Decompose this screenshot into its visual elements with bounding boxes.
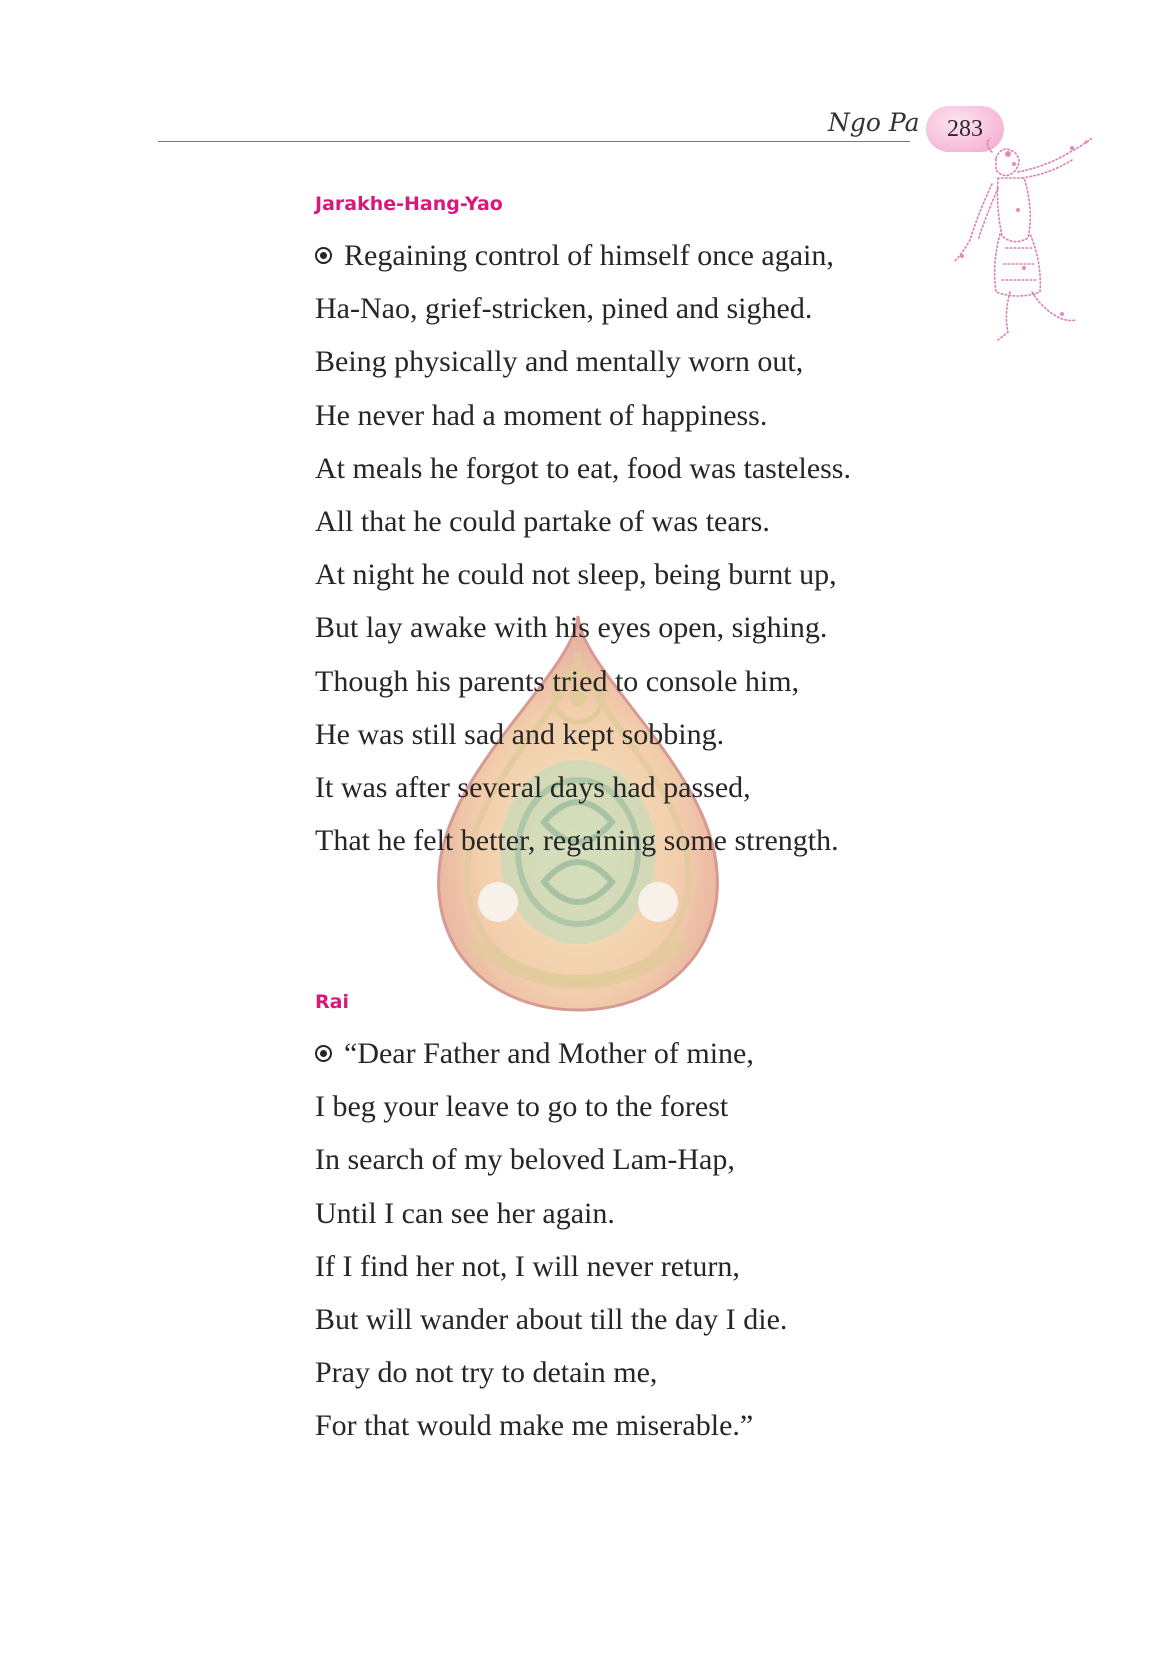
verse-line: Being physically and mentally worn out,: [315, 345, 804, 379]
bullet-icon: [315, 1045, 332, 1062]
verse-line: At night he could not sleep, being burnt up,: [315, 558, 837, 592]
verse-line: He never had a moment of happiness.: [315, 398, 768, 432]
verse-line: Ha-Nao, grief-stricken, pined and sighed.: [315, 292, 813, 326]
header-rule: [158, 141, 910, 142]
running-title: Ngo Pa: [828, 108, 920, 137]
verse-line: But will wander about till the day I die.: [315, 1303, 788, 1337]
section-heading-rai: Rai: [315, 991, 349, 1013]
verse-line: I beg your leave to go to the forest: [315, 1090, 729, 1124]
verse-line: For that would make me miserable.”: [315, 1409, 754, 1443]
verse-line: In search of my beloved Lam-Hap,: [315, 1143, 735, 1177]
verse-line: But lay awake with his eyes open, sighing.: [315, 611, 828, 645]
bullet-icon: [315, 247, 332, 264]
thai-dancer-icon: [952, 138, 1120, 343]
page-number: 283: [947, 115, 983, 142]
verse-line: All that he could partake of was tears.: [315, 505, 770, 539]
verse-line: Regaining control of himself once again,: [315, 229, 851, 282]
verse-line: “Dear Father and Mother of mine,: [315, 1027, 787, 1080]
section-heading-jarakhe-hang-yao: Jarakhe-Hang-Yao: [315, 193, 503, 215]
verse-jarakhe-hang-yao: [315, 229, 851, 867]
verse-line: He was still sad and kept sobbing.: [315, 717, 725, 751]
verse-line: That he felt better, regaining some strength.: [315, 824, 839, 858]
verse-line: At meals he forgot to eat, food was tasteless.: [315, 451, 851, 485]
verse-rai: [315, 1027, 787, 1453]
verse-line: If I find her not, I will never return,: [315, 1249, 740, 1283]
verse-line: Though his parents tried to console him,: [315, 664, 800, 698]
verse-line: Until I can see her again.: [315, 1196, 615, 1230]
verse-line: It was after several days had passed,: [315, 771, 751, 805]
verse-line: Pray do not try to detain me,: [315, 1356, 658, 1390]
